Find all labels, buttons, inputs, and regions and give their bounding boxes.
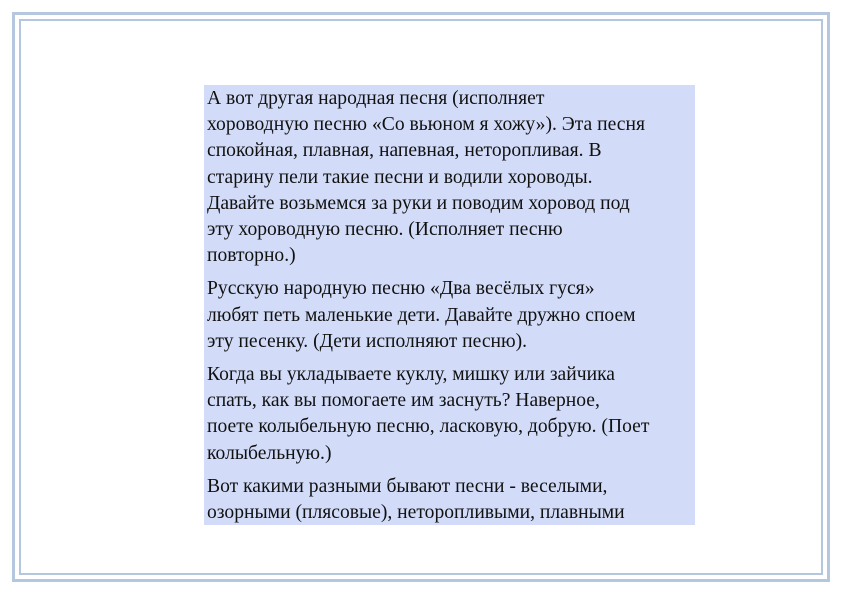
text-line: А вот другая народная песня (исполняет — [207, 88, 545, 109]
text-line: поете колыбельную песню, ласковую, добрую. (Поет — [207, 416, 650, 438]
paragraph-khorovod — [207, 86, 693, 269]
text-line: озорными (плясовые), неторопливыми, плавными — [207, 502, 625, 524]
text-box[interactable] — [204, 85, 695, 525]
text-line: эту песенку. (Дети исполняют песню). — [207, 330, 528, 352]
paragraph-lullaby — [207, 362, 693, 467]
text-line: Когда вы укладываете куклу, мишку или зайчика — [207, 364, 616, 386]
text-line: колыбельную.) — [207, 442, 332, 464]
text-line: хороводную песню «Со вьюном я хожу»). Эта песня — [207, 114, 645, 136]
text-line: старину пели такие песни и водили хороводы. — [207, 166, 593, 188]
text-line: Русскую народную песню «Два весёлых гуся» — [207, 278, 595, 300]
text-line: Давайте возьмемся за руки и поводим хоровод под — [207, 192, 630, 214]
text-line: любят петь маленькие дети. Давайте дружно споем — [207, 304, 636, 326]
text-line: Вот какими разными бывают песни - веселыми, — [207, 475, 608, 497]
text-line: эту хороводную песню. (Исполняет песню — [207, 219, 563, 241]
text-line: спать, как вы помогаете им заснуть? Наверное, — [207, 390, 600, 412]
text-line: повторно.) — [207, 245, 296, 267]
paragraph-two-geese — [207, 276, 693, 355]
text-line: спокойная, плавная, напевная, неторопливая. В — [207, 140, 602, 162]
paragraph-summary — [207, 474, 693, 526]
